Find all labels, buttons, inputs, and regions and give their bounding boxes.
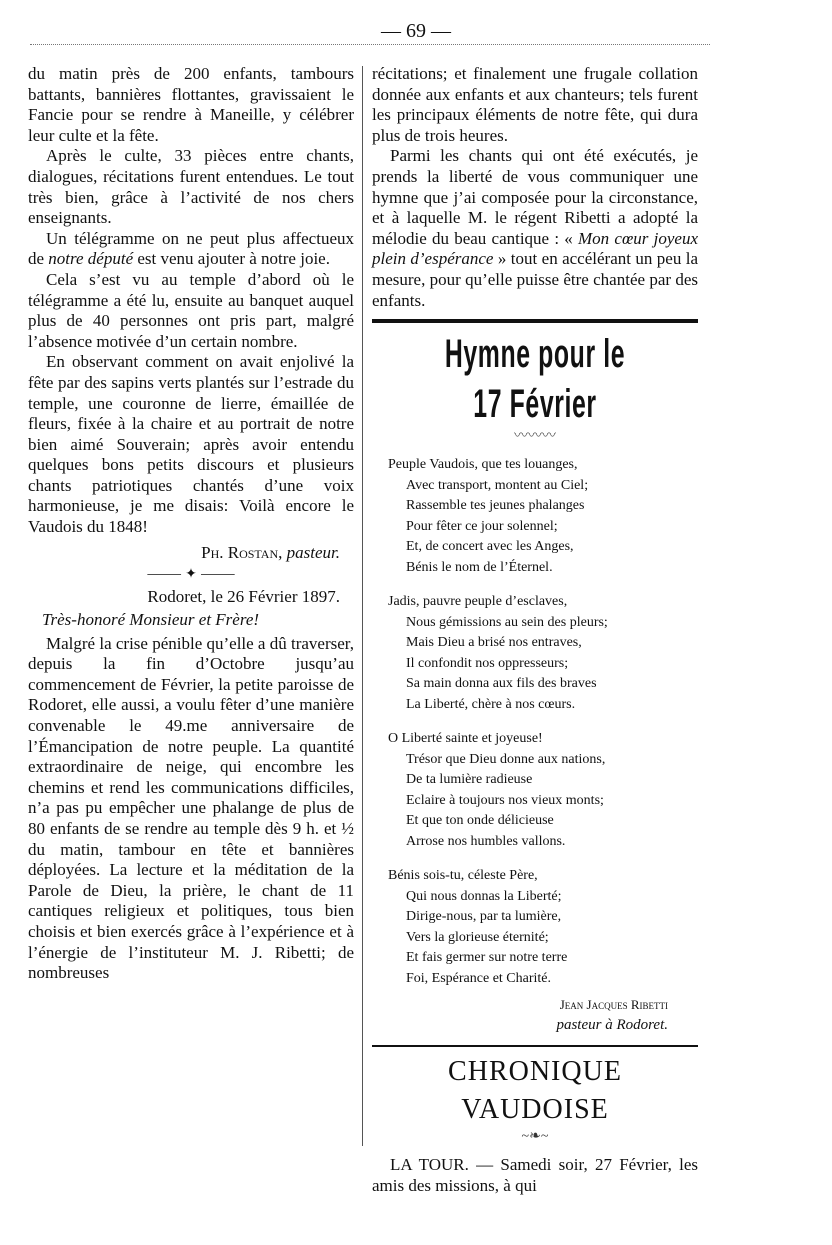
hymn-stanza [388,455,698,578]
signature-name: Ph. Rostan, [201,542,283,562]
ornament: ⸻ ✦ ⸻ [146,566,236,582]
paragraph [372,146,698,311]
text-run: est venu ajouter à notre joie. [133,249,330,269]
verse-line: Bénis le nom de l’Éternel. [406,559,553,575]
hymn-title: Hymne pour le 17 Février [444,332,626,427]
paragraph: En observant comment on avait enjolivé la fête par des sapins verts plantés sur l’estrade du temple, une couronne de lierre, émaillée de fleurs, fixée à la chaire et au portrait de notre bien aimé Souverain; après avoir entendu quelques bons petits discours et plusieurs chants patriotiques chantés d’une voix harmonieuse, je me disais: Voilà encore le Vaudois du 1848! [28,352,354,537]
emphasis-text: notre député [48,249,134,269]
verse-line: Foi, Espérance et Charité. [406,970,552,986]
hymn-author-role: pasteur à Rodoret. [556,1017,668,1034]
section-ornament: ~❧~ [521,1129,549,1145]
header-rule [30,44,710,45]
verse-line: Qui nous donnas la Liberté; [406,888,562,904]
dateline: Rodoret, le 26 Février 1897. [147,586,340,606]
verse-line: La Liberté, chère à nos cœurs. [406,696,576,712]
verse-line: Mais Dieu a brisé nos entraves, [406,635,582,651]
paragraph [28,229,354,270]
paragraph: récitations; et finalement une frugale collation donnée aux enfants et aux chanteurs; tels furent les principaux éléments de notre fête, qui dura plus de trois heures. [372,64,698,145]
salutation: Très-honoré Monsieur et Frère! [42,609,260,629]
verse-line: Nous gémissions au sein des pleurs; [406,614,608,630]
verse-line: Il confondit nos oppresseurs; [406,655,569,671]
verse-line: Trésor que Dieu donne aux nations, [406,751,606,767]
wavy-ornament: 〰〰〰 [514,429,556,445]
paragraph: du matin près de 200 enfants, tambours battants, bannières flottantes, gravissaient le Fancie pour se rendre à Maneille, y célébrer leur culte et la fête. [28,64,354,145]
verse-line: Peuple Vaudois, que tes louanges, [388,457,578,473]
page-number: — 69 — [381,20,451,42]
paragraph: Après le culte, 33 pièces entre chants, dialogues, récitations furent entendues. Le tout très bien, grâce à l’activité de nos chers enseignants. [28,146,354,228]
column-divider [362,66,363,1146]
verse-line: De ta lumière radieuse [406,772,533,788]
hymn-stanza [388,592,698,715]
verse-line: O Liberté sainte et joyeuse! [388,731,543,747]
paragraph: LA TOUR. — Samedi soir, 27 Février, les amis des missions, à qui [372,1155,698,1195]
verse-line: Eclaire à toujours nos vieux monts; [406,792,604,808]
signature [28,542,340,564]
verse-line: Et, de concert avec les Anges, [406,539,574,555]
text-run: Parmi les chants qui ont été exécutés, je prends la liberté de vous communiquer une hymne que j’ai composée pour la circonstance, et à laquelle M. le régent Ribetti a adopté la mélodie du beau cantique : « [372,146,698,248]
verse-line: Avec transport, montent au Ciel; [406,477,589,493]
paragraph: Malgré la crise pénible qu’elle a dû traverser, depuis la fin d’Octobre jusqu’au commencement de Février, la petite paroisse de Rodoret, elle aussi, a voulu fêter d’une manière convenable le 49.me anniversaire de l’Émancipation de notre peuple. La quantité extraordinaire de neige, qui encombre les chemins et rend les communications difficiles, n’a pas pu empêcher une phalange de plus de 80 enfants de se rendre au temple dès 9 h. et ½ du matin, tambour en tête et bannières déployées. La lecture et la méditation de la Parole de Dieu, la prière, le chant de 11 cantiques religieux et politiques, tous bien choisis et bien exercés grâce à l’expérience et à l’énergie de l’instituteur M. J. Ribetti; de nombreuses [28,633,355,983]
verse-line: Dirige-nous, par ta lumière, [406,909,562,925]
verse-line: Bénis sois-tu, céleste Père, [388,868,538,884]
verse-line: Arrose nos humbles vallons. [406,833,566,849]
text-run: Un télégramme on ne peut plus affectueux de [28,228,354,269]
verse-line: Vers la glorieuse éternité; [406,929,549,945]
section-title: CHRONIQUE VAUDOISE [448,1056,622,1126]
emphasis-text: Mon cœur joyeux plein d’espérance [372,228,698,269]
hymn-stanza [388,729,698,852]
verse-line: Pour fêter ce jour solennel; [406,518,558,534]
hymn-stanza [388,866,698,989]
left-column [28,64,354,984]
hymn-author: Jean Jacques Ribetti [559,997,668,1013]
verse-line: Et que ton onde délicieuse [406,813,554,829]
signature-role: pasteur. [286,542,340,562]
section-rule [372,319,698,323]
paragraph: Cela s’est vu au temple d’abord où le télégramme a été lu, ensuite au banquet auquel plus de 40 personnes ont pris part, malgré l’absence motivée d’un certain nombre. [28,269,354,351]
section-rule [372,1045,698,1047]
verse-line: Jadis, pauvre peuple d’esclaves, [388,594,568,610]
text-run: » tout en accélérant un peu la mesure, pour qu’elle puisse être chantée par des enfants. [372,249,698,310]
verse-line: Et fais germer sur notre terre [406,950,568,966]
verse-line: Rassemble tes jeunes phalanges [406,498,585,514]
right-column [372,64,698,1196]
verse-line: Sa main donna aux fils des braves [406,676,597,692]
